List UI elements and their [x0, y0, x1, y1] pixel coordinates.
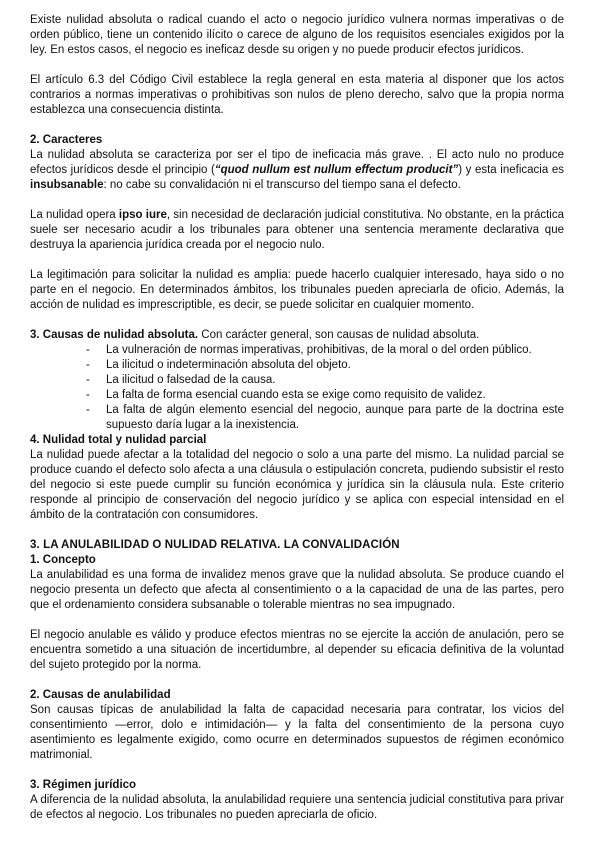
- text-run: : no cabe su convalidación ni el transcurso del tiempo sana el defecto.: [103, 179, 461, 191]
- list-marker: -: [86, 359, 90, 371]
- list-item: [86, 373, 564, 388]
- list-item: [86, 343, 564, 358]
- list-item-text: La ilicitud o falsedad de la causa.: [106, 374, 276, 386]
- list-item: [86, 358, 564, 373]
- paragraph-nulidad-parcial: La nulidad puede afectar a la totalidad del negocio o solo a una parte del mismo. La nulidad parcial se produce cuando el defecto solo afecta a una cláusula o estipulación concreta, pudiendo subsistir el resto del negocio si este puede cumplir su función económica y jurídica sin la cláusula nula. Este criterio responde al principio de conservación del negocio jurídico y se aplica con especial intensidad en el ámbito de la contratación con consumidores.: [30, 449, 564, 521]
- list-marker: -: [86, 404, 90, 416]
- heading-regimen-juridico: 3. Régimen jurídico: [30, 779, 137, 791]
- list-item-text: La ilicitud o indeterminación absoluta del objeto.: [106, 359, 351, 371]
- causes-list: [30, 343, 564, 433]
- text-run: La nulidad absoluta se caracteriza por ser el tipo de ineficacia más grave. . El acto nulo no produce efectos jurídicos desde el principio (: [30, 149, 564, 176]
- paragraph-nulidad-definicion: Existe nulidad absoluta o radical cuando el acto o negocio jurídico vulnera normas imperativas o de orden público, tiene un contenido ilícito o carece de alguno de los requisitos esenciales exigidos por la ley. En estos casos, el negocio es ineficaz desde su origen y no puede producir efectos jurídicos.: [30, 14, 564, 56]
- list-item-text: La falta de algún elemento esencial del negocio, aunque para parte de la doctrina este supuesto daría lugar a la inexistencia.: [106, 404, 564, 431]
- list-item-text: La falta de forma esencial cuando esta se exige como requisito de validez.: [106, 389, 486, 401]
- paragraph-causas-anulabilidad: Son causas típicas de anulabilidad la falta de capacidad necesaria para contratar, los vicios del consentimiento —error, dolo e intimidación— y la falta del consentimiento de la persona cuyo asentimiento es legalmente exigido, como ocurre en determinados supuestos de régimen económico matrimonial.: [30, 704, 564, 761]
- bold-term-insubsanable: insubsanable: [30, 179, 104, 191]
- heading-causas-anulabilidad: 2. Causas de anulabilidad: [30, 689, 171, 701]
- latin-maxim: “quod nullum est nullum effectum producit”: [214, 164, 459, 176]
- list-item: [86, 388, 564, 403]
- paragraph-causas-intro: [30, 328, 564, 343]
- paragraph-legitimacion: La legitimación para solicitar la nulidad es amplia: puede hacerlo cualquier interesado, haya sido o no parte en el negocio. En determinados ámbitos, los tribunales pueden apreciarla de oficio. Además, la acción de nulidad es imprescriptible, es decir, se puede solicitar en cualquier momento.: [30, 269, 564, 311]
- text-run: La nulidad opera: [30, 209, 119, 221]
- text-run: Con carácter general, son causas de nulidad absoluta.: [198, 329, 480, 341]
- heading-causas-nulidad: 3. Causas de nulidad absoluta.: [30, 329, 199, 341]
- list-marker: -: [86, 344, 90, 356]
- list-marker: -: [86, 374, 90, 386]
- section-title-anulabilidad: 3. LA ANULABILIDAD O NULIDAD RELATIVA. LA CONVALIDACIÓN: [30, 539, 400, 551]
- heading-caracteres: 2. Caracteres: [30, 134, 103, 146]
- paragraph-articulo-6-3: El artículo 6.3 del Código Civil establece la regla general en esta materia al disponer que los actos contrarios a normas imperativas o prohibitivas son nulos de pleno derecho, salvo que la propia norma establezca una consecuencia distinta.: [30, 74, 564, 116]
- bold-term-ipso-iure: ipso iure: [118, 209, 167, 221]
- list-item-text: La vulneración de normas imperativas, prohibitivas, de la moral o del orden público.: [106, 344, 532, 356]
- heading-concepto: 1. Concepto: [30, 554, 96, 566]
- text-run: , sin necesidad de declaración judicial constitutiva. No obstante, en la práctica suele ser necesario acudir a los tribunales para obtener una sentencia meramente declarativa que destruya la apariencia jurídica creada por el negocio nulo.: [30, 209, 564, 251]
- list-marker: -: [86, 389, 90, 401]
- paragraph-anulabilidad-concepto: La anulabilidad es una forma de invalidez menos grave que la nulidad absoluta. Se produce cuando el negocio presenta un defecto que afecta al consentimiento o a la capacidad de una de las partes, pero que el ordenamiento considera subsanable o tolerable mientras no sea impugnado.: [30, 569, 564, 611]
- heading-nulidad-total-parcial: 4. Nulidad total y nulidad parcial: [30, 434, 207, 446]
- paragraph-negocio-anulable: El negocio anulable es válido y produce efectos mientras no se ejercite la acción de anulación, pero se encuentra sometido a una situación de incertidumbre, al depender su eficacia definitiva de la voluntad del sujeto protegido por la norma.: [30, 629, 564, 671]
- text-run: ) y esta ineficacia es: [458, 164, 564, 176]
- list-item: [86, 403, 564, 433]
- paragraph-regimen-juridico: A diferencia de la nulidad absoluta, la anulabilidad requiere una sentencia judicial constitutiva para privar de efectos al negocio. Los tribunales no pueden apreciarla de oficio.: [30, 794, 564, 821]
- paragraph-caracteres-gravedad: [30, 148, 564, 193]
- paragraph-ipso-iure: [30, 208, 564, 253]
